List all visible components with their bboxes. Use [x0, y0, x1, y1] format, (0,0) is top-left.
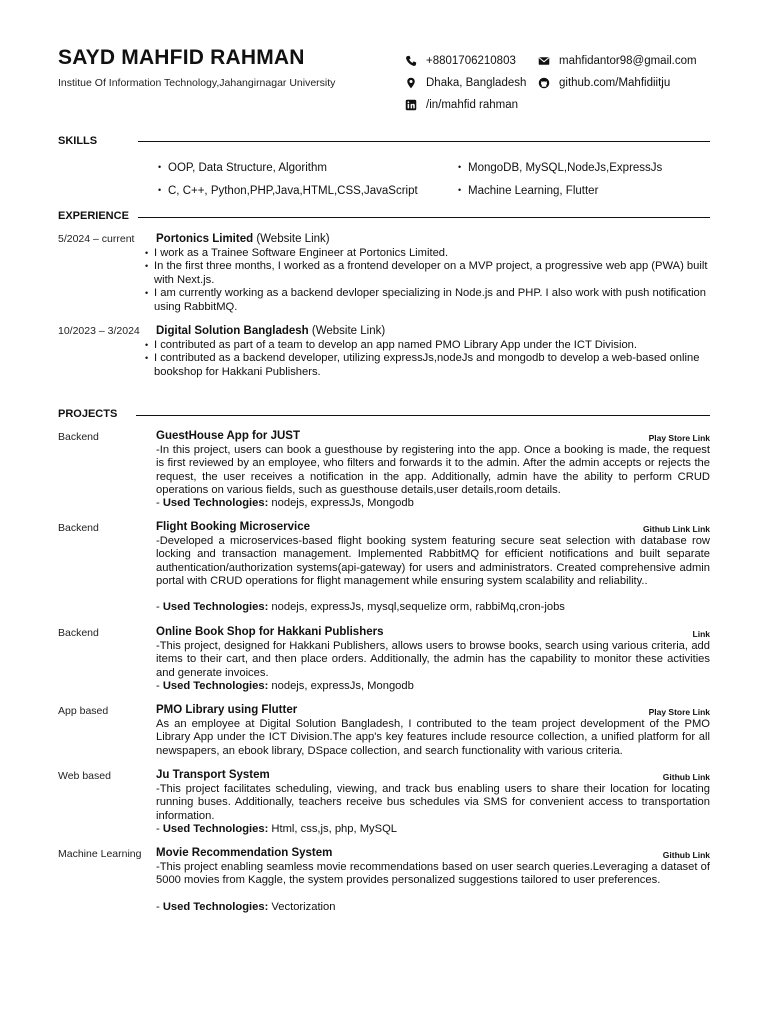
location-contact: [405, 77, 526, 89]
company-name: Portonics Limited: [156, 233, 254, 245]
project-tech: - Used Technologies: nodejs, expressJs, Mongodb: [156, 680, 414, 692]
email-contact: [538, 55, 697, 67]
linkedin-icon: [405, 99, 417, 111]
project-description: -Developed a microservices-based flight booking system featuring secure seat selection with database row locking and transaction management. Implemented RabbitMQ for efficient notifications and built separate authentication/authorization systems(api-gateway) for users and administrators. Created comprehensive admin portal with CRUD operations for flight management while ensuring system scalability and reliability..: [156, 535, 710, 588]
map-pin-icon: [405, 77, 417, 89]
project-link[interactable]: Github Link: [662, 772, 710, 782]
experience-heading-row: [156, 325, 385, 337]
project-description: -This project, designed for Hakkani Publishers, allows users to browse books, search using various criteria, add items to their cart, and then place orders. Additionally, the admin has the capability to monitor these activities and generate invoices.: [156, 640, 710, 679]
list-item: • I work as a Trainee Software Engineer at Portonics Limited.: [145, 247, 710, 260]
affiliation: Institue Of Information Technology,Jahangirnagar University: [58, 77, 336, 89]
list-item: • In the first three months, I worked as a frontend developer on a MVP project, a progressive web app (PWA) built with Next.js.: [145, 260, 710, 287]
projects-heading: PROJECTS: [58, 408, 118, 420]
experience-bullets: [145, 339, 710, 379]
project-type: Backend: [58, 627, 99, 639]
project-type: App based: [58, 705, 109, 717]
list-item: • I contributed as a backend developer, utilizing expressJs,nodeJs and mongodb to develop a web-based online bookshop for Hakkani Publishers.: [145, 352, 710, 379]
project-description: -This project enabling seamless movie recommendations based on user search queries.Leveraging a dataset of 5000 movies from Kaggle, the system provides personalized suggestions tailored to user preferences.: [156, 861, 710, 887]
skill-item: • MongoDB, MySQL,NodeJs,ExpressJs: [458, 162, 663, 174]
project-tech: - Used Technologies: Vectorization: [156, 901, 336, 913]
project-link[interactable]: Github Link Link: [642, 524, 710, 534]
experience-date: 10/2023 – 3/2024: [58, 325, 140, 337]
project-link[interactable]: Github Link: [662, 850, 710, 860]
project-link[interactable]: Play Store Link: [648, 433, 710, 443]
company-name: Digital Solution Bangladesh: [156, 325, 309, 337]
projects-divider: [136, 415, 710, 416]
project-description: -In this project, users can book a guesthouse by registering into the app. Once a booking is made, the request is first reviewed by an employee, who filters and forwards it to the admin. After the admin accepts or rejects the request, the user receives a notification in the app. Additionally, admin have the ability to perform CRUD operations on various fields, such as guesthouse details,user details,room details.: [156, 444, 710, 497]
phone-icon: [405, 55, 417, 67]
github-text[interactable]: github.com/Mahfidiitju: [559, 77, 671, 89]
project-type: Machine Learning: [58, 848, 142, 860]
experience-heading-row: [156, 233, 330, 245]
envelope-icon: [538, 55, 550, 67]
experience-divider: [138, 217, 710, 218]
experience-heading: EXPERIENCE: [58, 210, 129, 222]
project-type: Backend: [58, 522, 99, 534]
skill-item: • C, C++, Python,PHP,Java,HTML,CSS,JavaScript: [158, 185, 418, 197]
phone-text[interactable]: +8801706210803: [426, 55, 516, 67]
skill-item: • Machine Learning, Flutter: [458, 185, 599, 197]
project-type: Web based: [58, 770, 111, 782]
project-link[interactable]: Play Store Link: [648, 707, 710, 717]
website-link[interactable]: (Website Link): [253, 233, 330, 245]
skills-divider: [138, 141, 710, 142]
project-tech: - Used Technologies: nodejs, expressJs, mysql,sequelize orm, rabbiMq,cron-jobs: [156, 601, 565, 613]
experience-bullets: [145, 247, 710, 314]
github-contact: [538, 77, 670, 89]
project-title: PMO Library using Flutter: [156, 704, 298, 716]
skills-heading: SKILLS: [58, 135, 98, 147]
list-item: • I contributed as part of a team to develop an app named PMO Library App under the ICT Division.: [145, 339, 710, 352]
project-title: Ju Transport System: [156, 769, 270, 781]
linkedin-text[interactable]: /in/mahfid rahman: [426, 99, 519, 111]
list-item: • I am currently working as a backend devloper specializing in Node.js and PHP. I also work with push notification using RabbitMQ.: [145, 287, 710, 314]
location-text: Dhaka, Bangladesh: [426, 77, 527, 89]
project-link[interactable]: Link: [692, 629, 710, 639]
experience-date: 5/2024 – current: [58, 233, 135, 245]
project-title: Flight Booking Microservice: [156, 521, 310, 533]
phone-contact: [405, 55, 516, 67]
project-tech: - Used Technologies: nodejs, expressJs, Mongodb: [156, 497, 414, 509]
project-description: -This project facilitates scheduling, viewing, and track bus enabling users to share their location for locating running buses. Additionally, teachers receive bus schedules via SMS for convenient access to transportation information.: [156, 783, 710, 822]
project-description: As an employee at Digital Solution Bangladesh, I contributed to the team project development of the PMO Library App under the ICT Division.The app's key features include resource collection, a unified platform for all newspapers, an ebook library, DSpace collection, and search functionality with various criteria.: [156, 718, 710, 757]
website-link[interactable]: (Website Link): [308, 325, 386, 337]
linkedin-contact: [405, 99, 518, 111]
person-name: SAYD MAHFID RAHMAN: [58, 46, 305, 69]
github-icon: [538, 77, 550, 89]
email-text[interactable]: mahfidantor98@gmail.com: [559, 55, 697, 67]
project-title: Online Book Shop for Hakkani Publishers: [156, 626, 384, 638]
project-title: Movie Recommendation System: [156, 847, 333, 859]
skill-item: • OOP, Data Structure, Algorithm: [158, 162, 327, 174]
project-title: GuestHouse App for JUST: [156, 430, 300, 442]
project-type: Backend: [58, 431, 99, 443]
project-tech: - Used Technologies: Html, css,js, php, MySQL: [156, 823, 397, 835]
